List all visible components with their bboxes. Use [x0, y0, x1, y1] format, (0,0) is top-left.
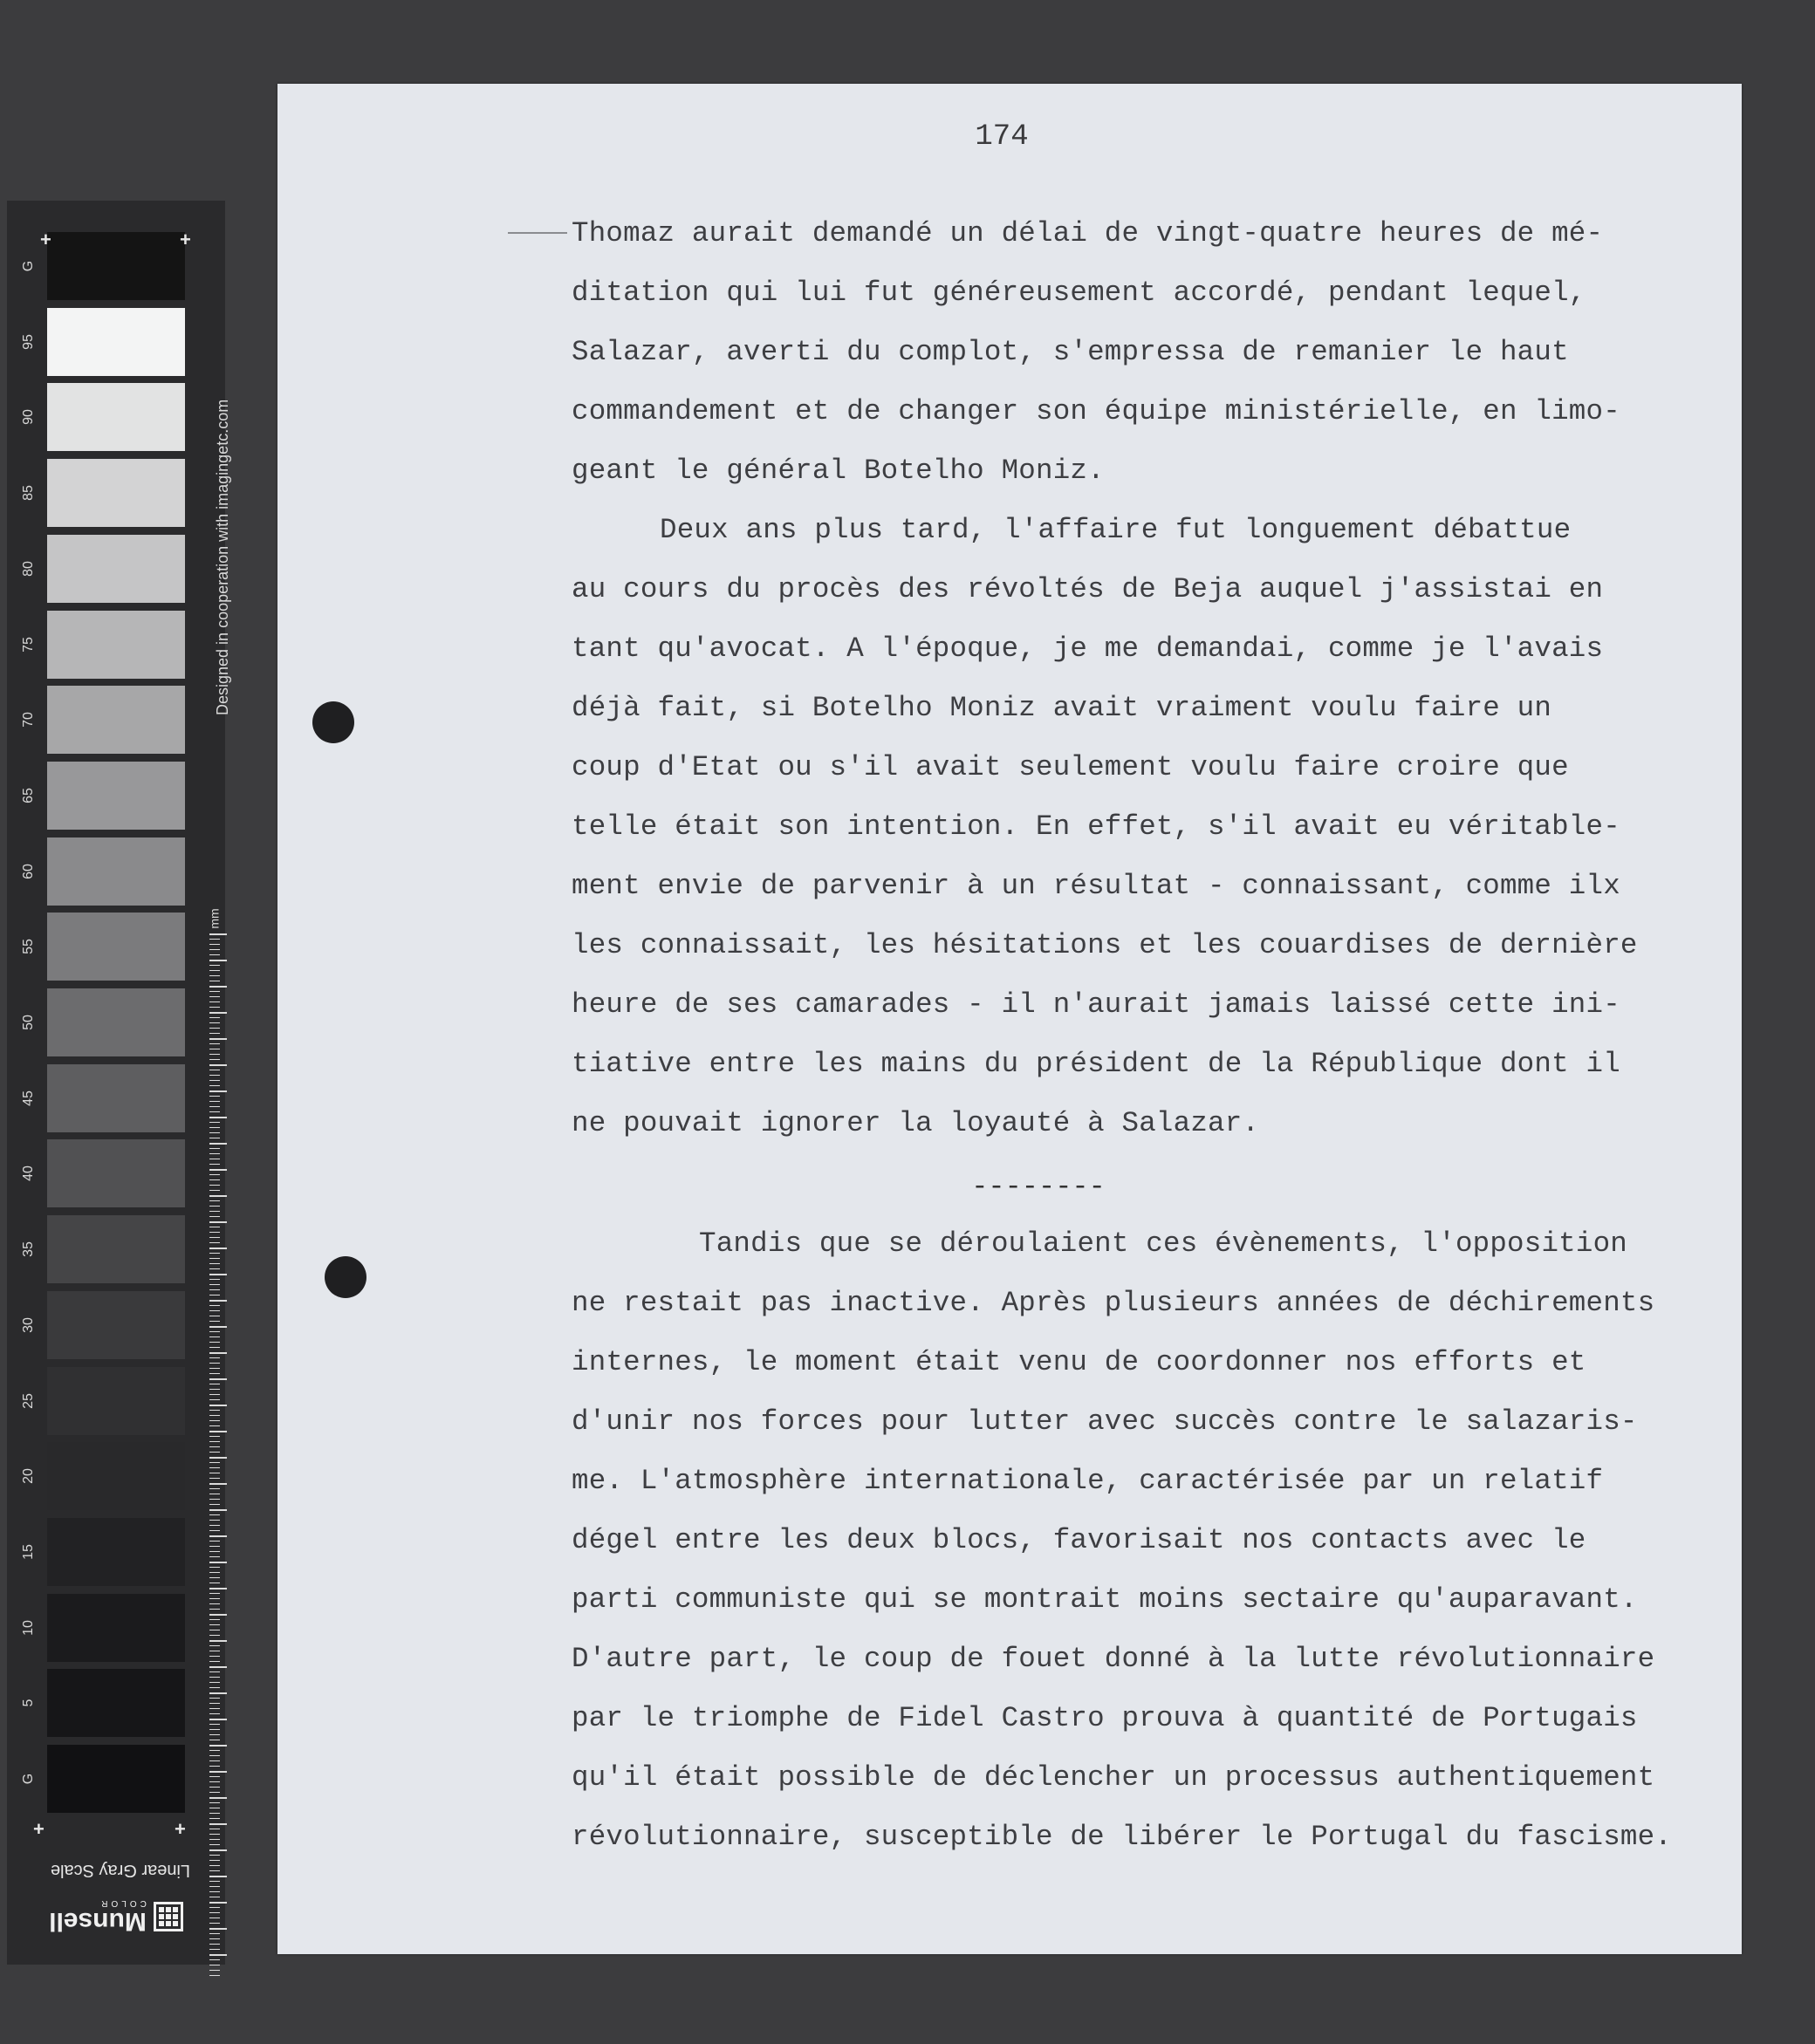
text-line: ment envie de parvenir à un résultat - connaissant, comme ilx: [572, 870, 1620, 902]
gray-patch: [47, 232, 185, 300]
text-line: d'unir nos forces pour lutter avec succès contre le salazaris-: [572, 1405, 1638, 1438]
gray-patch: [47, 762, 185, 830]
text-line: par le triomphe de Fidel Castro prouva à quantité de Portugais: [572, 1702, 1638, 1734]
gray-patch-label: 55: [21, 939, 36, 955]
millimeter-ruler-major-ticks: [209, 933, 227, 1977]
text-line: ditation qui lui fut généreusement accordé, pendant lequel,: [572, 277, 1586, 309]
gray-patch: [47, 535, 185, 603]
gray-patch-label: 50: [21, 1015, 36, 1030]
brand-subtitle: COLOR: [98, 1898, 147, 1909]
gray-patch-label: 75: [21, 636, 36, 653]
text-line: telle était son intention. En effet, s'il avait eu véritable-: [572, 810, 1620, 843]
text-line: déjà fait, si Botelho Moniz avait vraiment voulu faire un: [572, 692, 1552, 724]
text-line: commandement et de changer son équipe ministérielle, en limo-: [572, 395, 1620, 427]
punch-hole: [312, 701, 354, 743]
gray-patch: [47, 1291, 185, 1359]
gray-patch-label: 20: [21, 1468, 36, 1485]
gray-patch: [47, 308, 185, 376]
text-line: ne pouvait ignorer la loyauté à Salazar.: [572, 1107, 1260, 1139]
gray-patch: [47, 988, 185, 1056]
page-number: 174: [975, 120, 1029, 154]
text-line: tant qu'avocat. A l'époque, je me demandai, comme je l'avais: [572, 632, 1604, 665]
gray-patch-label: 60: [21, 863, 36, 879]
text-line: coup d'Etat ou s'il avait seulement voulu faire croire que: [572, 751, 1569, 783]
document-page: [277, 84, 1742, 1954]
section-separator: --------: [971, 1171, 1106, 1203]
text-line: Salazar, averti du complot, s'empressa de remanier le haut: [572, 336, 1569, 368]
registration-mark: +: [40, 229, 51, 250]
gray-patch: [47, 1442, 185, 1510]
gray-patch: [47, 1215, 185, 1283]
gray-patch-label: 95: [21, 333, 36, 350]
gray-patch-label: 25: [21, 1392, 36, 1409]
gray-scale-card: G 95 90 85 80 75 70 65 60 55 50 45 40 35 30 25 20 15 10 5 G Designed in cooperation with imagingetc.com mm + + + + Linear Gray Scale Munsell COLOR: [7, 201, 225, 1965]
text-line: Deux ans plus tard, l'affaire fut longuement débattue: [660, 514, 1572, 546]
text-line: au cours du procès des révoltés de Beja auquel j'assistai en: [572, 573, 1604, 605]
text-line: D'autre part, le coup de fouet donné à la lutte révolutionnaire: [572, 1643, 1655, 1675]
gray-patch: [47, 383, 185, 451]
munsell-logo: [42, 1898, 190, 1935]
text-line: geant le général Botelho Moniz.: [572, 455, 1105, 487]
gray-patch-label: 90: [21, 409, 36, 426]
text-line: internes, le moment était venu de coordonner nos efforts et: [572, 1346, 1586, 1378]
text-line: Thomaz aurait demandé un délai de vingt-quatre heures de mé-: [572, 217, 1604, 250]
gray-patch: [47, 1064, 185, 1132]
registration-mark: +: [180, 229, 191, 250]
registration-mark: +: [33, 1818, 45, 1840]
text-line: les connaissait, les hésitations et les couardises de dernière: [572, 929, 1638, 961]
gray-patch-label: 70: [21, 712, 36, 728]
gray-patch-label: 30: [21, 1316, 36, 1333]
gray-patch-label: 80: [21, 560, 36, 577]
gray-patch: [47, 913, 185, 981]
margin-mark: [508, 232, 567, 234]
text-line: révolutionnaire, susceptible de libérer le Portugal du fascisme.: [572, 1821, 1673, 1853]
gray-patch-label: 35: [21, 1241, 36, 1257]
gray-patch-label: 85: [21, 485, 36, 501]
gray-patch: [47, 1745, 185, 1813]
gray-patch-label: 65: [21, 788, 36, 803]
gray-patch: [47, 686, 185, 754]
text-line: qu'il était possible de déclencher un processus authentiquement: [572, 1761, 1655, 1794]
brand-name: Munsell: [49, 1907, 147, 1937]
gray-patch: [47, 1367, 185, 1435]
ruler-unit-label: mm: [207, 908, 222, 929]
gray-patch-label: 45: [21, 1090, 36, 1106]
text-line: tiative entre les mains du président de la République dont il: [572, 1048, 1620, 1080]
gray-patch-label: 10: [21, 1619, 36, 1636]
gray-patch-label: G: [21, 260, 36, 272]
punch-hole: [325, 1256, 366, 1298]
gray-patch: [47, 1139, 185, 1207]
gray-patch: [47, 611, 185, 679]
gray-patch-label: G: [21, 1773, 36, 1785]
gray-patch: [47, 459, 185, 527]
text-line: heure de ses camarades - il n'aurait jamais laissé cette ini-: [572, 988, 1620, 1021]
gray-patch-label: 40: [21, 1166, 36, 1182]
registration-mark: +: [175, 1818, 186, 1840]
gray-patch: [47, 1669, 185, 1737]
scale-title: Linear Gray Scale: [50, 1861, 191, 1880]
text-line: dégel entre les deux blocs, favorisait nos contacts avec le: [572, 1524, 1586, 1556]
text-line: me. L'atmosphère internationale, caractérisée par un relatif: [572, 1465, 1604, 1497]
text-line: parti communiste qui se montrait moins sectaire qu'auparavant.: [572, 1583, 1638, 1616]
gray-patch: [47, 837, 185, 906]
text-line: Tandis que se déroulaient ces évènements, l'opposition: [699, 1227, 1627, 1260]
gray-patch-label: 5: [21, 1699, 36, 1707]
gray-patch-label: 15: [21, 1544, 36, 1560]
text-line: ne restait pas inactive. Après plusieurs années de déchirements: [572, 1287, 1655, 1319]
gray-patch: [47, 1594, 185, 1662]
gray-patch: [47, 1518, 185, 1586]
munsell-grid-icon: [154, 1902, 183, 1931]
